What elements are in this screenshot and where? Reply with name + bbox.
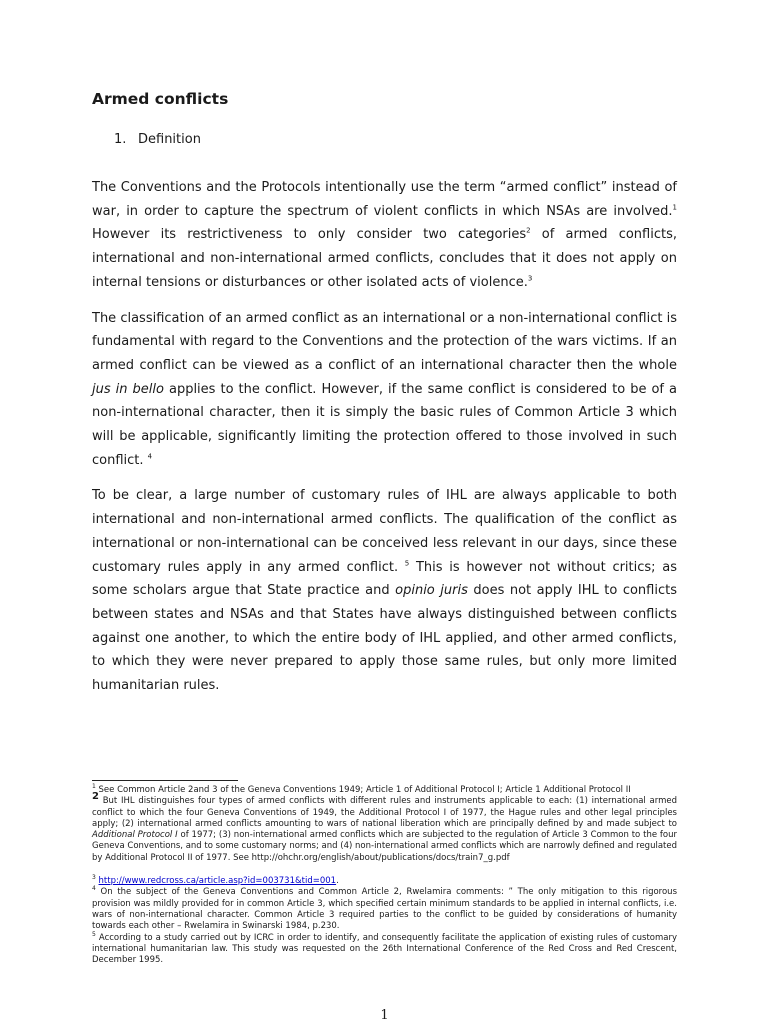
footnote-mark: 4 bbox=[92, 885, 96, 893]
footnote-text: But IHL distinguishes four types of armed conflicts with different rules and instruments applicable to each: (1) international armed conflict to which the four Geneva Conventions of 1949, the Additional Protocol I of 1977, the Hague rules and other legal principles apply; (2) international armed conflicts amounting to wars of national liberation which are principally defined by and made subject to bbox=[92, 796, 677, 829]
text-run: However its restrictiveness to only consider two categories bbox=[92, 227, 527, 243]
footnote-text: See Common Article 2and 3 of the Geneva Conventions 1949; Article 1 of Additional Protocol I; Article 1 Additional Protocol II bbox=[95, 785, 631, 795]
text-run: does not apply IHL to conflicts between states and NSAs and that States have always distinguished between conflicts against one another, to which the entire body of IHL applied, and other armed conflicts, to which they were never prepared to apply those same rules, but only more limited humanitarian rules. bbox=[92, 583, 677, 694]
footnote-ref-5[interactable]: 5 bbox=[404, 559, 410, 568]
body-text bbox=[92, 176, 677, 710]
text-run: of armed conflicts, international and non-international armed conflicts, concludes that it does not apply on internal tensions or disturbances or other isolated acts of violence. bbox=[92, 227, 678, 290]
footnotes bbox=[92, 785, 677, 966]
list-number: 1. bbox=[114, 132, 127, 147]
footnote-separator bbox=[92, 780, 238, 781]
footnote-text: According to a study carried out by ICRC in order to identify, and consequently facilitate the application of existing rules of customary international humanitarian law. This study was requested on the 26th International Conference of the Red Cross and Red Crescent, December 1995. bbox=[92, 932, 677, 966]
footnote-text: . bbox=[336, 876, 339, 887]
footnote-link[interactable]: http://www.redcross.ca/article.asp?id=003731&tid=001 bbox=[98, 876, 337, 887]
footnote-text: of 1977; (3) non-international armed conflicts which are subjected to the regulation of Article 3 Common to the four Geneva Conventions, and to some customary norms; and (4) non-international armed conflicts which are narrowly defined and regulated by Additional Protocol II of 1977. See http://ohchr.org/english/about/publications/docs/train7_g.pdf bbox=[92, 830, 677, 863]
italic-term: opinio juris bbox=[395, 583, 468, 599]
footnote-mark: 3 bbox=[92, 874, 96, 882]
italic-term: Additional Protocol I bbox=[92, 830, 178, 841]
footnote-ref-2[interactable]: 2 bbox=[526, 227, 531, 236]
footnote-mark: 1 bbox=[92, 783, 96, 791]
footnote-ref-1[interactable]: 1 bbox=[672, 203, 677, 212]
footnote-mark: 2 bbox=[92, 791, 99, 803]
text-run: This is however not without critics; as some scholars argue that State practice and bbox=[92, 559, 677, 599]
text-run: applies to the conflict. However, if the same conflict is considered to be of a non-international character, then it is simply the basic rules of Common Article 3 which will be applicable, significantly limiting the protection offered to those involved in such conflict. bbox=[92, 381, 677, 468]
list-label: Definition bbox=[138, 132, 201, 147]
paragraph-3 bbox=[92, 484, 677, 697]
footnote-text: On the subject of the Geneva Conventions and Common Article 2, Rwelamira comments: ” The only mitigation to this rigorous provision was mildly provided for in common Article 3, which specified certain minimum standards to be applied in internal conflicts, i.e. wars of non-international character. Common Article 3 required parties to the conflict to be guided by considerations of humanity towards each other – Rwelamira in Swinarski 1984, p.230. bbox=[92, 887, 677, 932]
text-run: The classification of an armed conflict as an international or a non-international conflict is fundamental with regard to the Conventions and the protection of the wars victims. If an armed conflict can be viewed as a conflict of an international character then the whole bbox=[92, 310, 677, 373]
paragraph-2 bbox=[92, 307, 677, 473]
text-run: The Conventions and the Protocols intentionally use the term “armed conflict” instead of war, in order to capture the spectrum of violent conflicts in which NSAs are involved. bbox=[92, 180, 677, 219]
footnote-1 bbox=[92, 785, 677, 796]
numbered-list-item-definition bbox=[114, 132, 201, 147]
footnote-ref-4[interactable]: 4 bbox=[147, 452, 153, 461]
text-run: To be clear, a large number of customary rules of IHL are always applicable to both international and non-international armed conflicts. The qualification of the conflict as international or non-international can be conceived less relevant in our days, since these customary rules apply in any armed conflict. bbox=[92, 488, 677, 575]
footnote-5 bbox=[92, 930, 677, 967]
footnote-ref-3[interactable]: 3 bbox=[527, 274, 533, 283]
italic-term: jus in bello bbox=[92, 381, 164, 397]
footnote-mark: 5 bbox=[92, 930, 96, 938]
page-number: 1 bbox=[380, 1008, 389, 1023]
footnote-4 bbox=[92, 887, 677, 932]
paragraph-1 bbox=[92, 176, 677, 295]
footnote-2 bbox=[92, 791, 677, 864]
section-heading: Armed conflicts bbox=[92, 90, 229, 108]
footnote-3 bbox=[92, 876, 677, 887]
